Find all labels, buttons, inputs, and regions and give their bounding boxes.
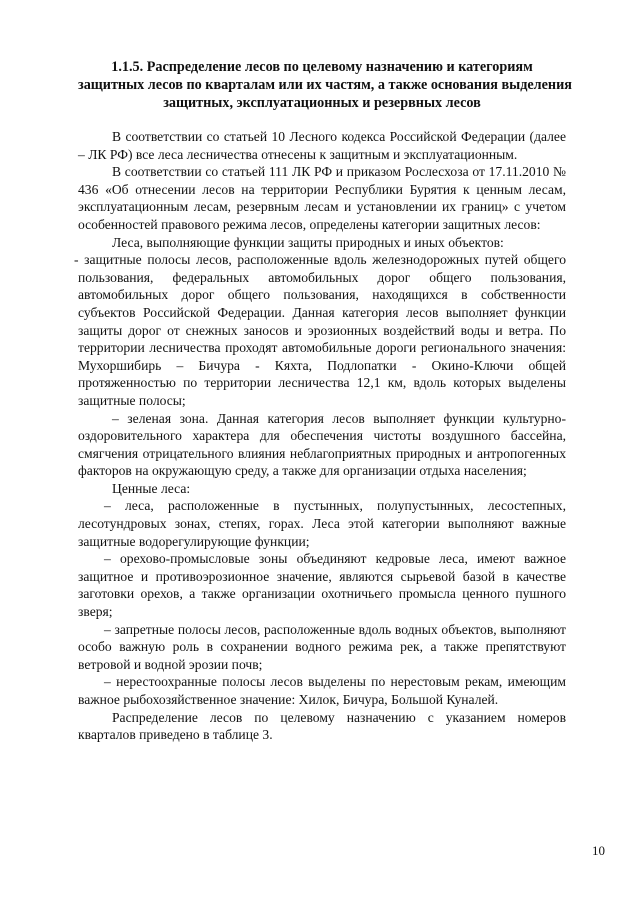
- paragraph-valuable-forests: Ценные леса:: [112, 480, 191, 496]
- heading-line-1: 1.1.5. Распределение лесов по целевому назначению и категориям: [111, 59, 533, 75]
- paragraph-table-reference: Распределение лесов по целевому назначению с указанием номеров кварталов приведено в таблице 3.: [78, 709, 566, 743]
- paragraph-forest-code: В соответствии со статьей 10 Лесного кодекса Российской Федерации (далее – ЛК РФ) все леса лесничества отнесены к защитным и эксплуатационным.: [78, 129, 566, 162]
- section-heading: [78, 58, 572, 112]
- paragraph-spawning-strips: – нерестоохранные полосы лесов выделены по нерестовым рекам, имеющим важное рыбохозяйственное значение: Хилок, Бичура, Большой Куналей.: [78, 674, 566, 707]
- paragraph-protective-functions: Леса, выполняющие функции защиты природных и иных объектов:: [112, 234, 504, 250]
- paragraph-water-strips: – запретные полосы лесов, расположенные вдоль водных объектов, выполняют особо важную роль в сохранении водного режима рек, а также препятствуют ветровой и водной эрозии почв;: [78, 621, 566, 672]
- paragraph-nut-zones: – орехово-промысловые зоны объединяют кедровые леса, имеют важное защитное и противоэрозионное значение, являются сырьевой базой в качестве заготовки орехов, а также организации охотничьего промысла ценного пушного зверя;: [78, 551, 566, 620]
- paragraph-road-strips: - защитные полосы лесов, расположенные вдоль железнодорожных путей общего пользования, федеральных автомобильных дорог общего пользования, автомобильных дорог общего пользования, находящихся в собственности субъектов Российской Федерации. Данная категория лесов выполняет функции защиты дорог от снежных заносов и эрозионных воздействий воды и ветра. По территории лесничества проходят автомобильные дороги регионального значения: Мухоршибирь – Бичура - Кяхта, Подлопатки - Окино-Ключи общей протяженностью по территории лесничества 12,1 км, вдоль которых выделены защитные полосы;: [74, 252, 566, 408]
- page-number: 10: [592, 843, 605, 858]
- paragraph-rosleskhoz-order: В соответствии со статьей 111 ЛК РФ и приказом Рослесхоза от 17.11.2010 № 436 «Об отнесении лесов на территории Республики Бурятия к ценным лесам, эксплуатационным лесам, резервным лесам и установлении их границ» с учетом особенностей правового режима лесов, определены категории защитных лесов:: [78, 164, 566, 232]
- paragraph-desert-forests: – леса, расположенные в пустынных, полупустынных, лесостепных, лесотундровых зонах, степях, горах. Леса этой категории выполняют важные защитные водорегулирующие функции;: [78, 498, 566, 549]
- heading-line-2: защитных лесов по кварталам или их частям, а также основания выделения: [78, 77, 572, 93]
- paragraph-green-zone: – зеленая зона. Данная категория лесов выполняет функции культурно-оздоровительного характера для обеспечения чистоты воздушного бассейна, смягчения отрицательного влияния неблагоприятных природных и антропогенных факторов на окружающую среду, а также для организации отдыха населения;: [78, 410, 566, 479]
- heading-line-3: защитных, эксплуатационных и резервных лесов: [163, 95, 481, 111]
- document-body: [74, 128, 566, 744]
